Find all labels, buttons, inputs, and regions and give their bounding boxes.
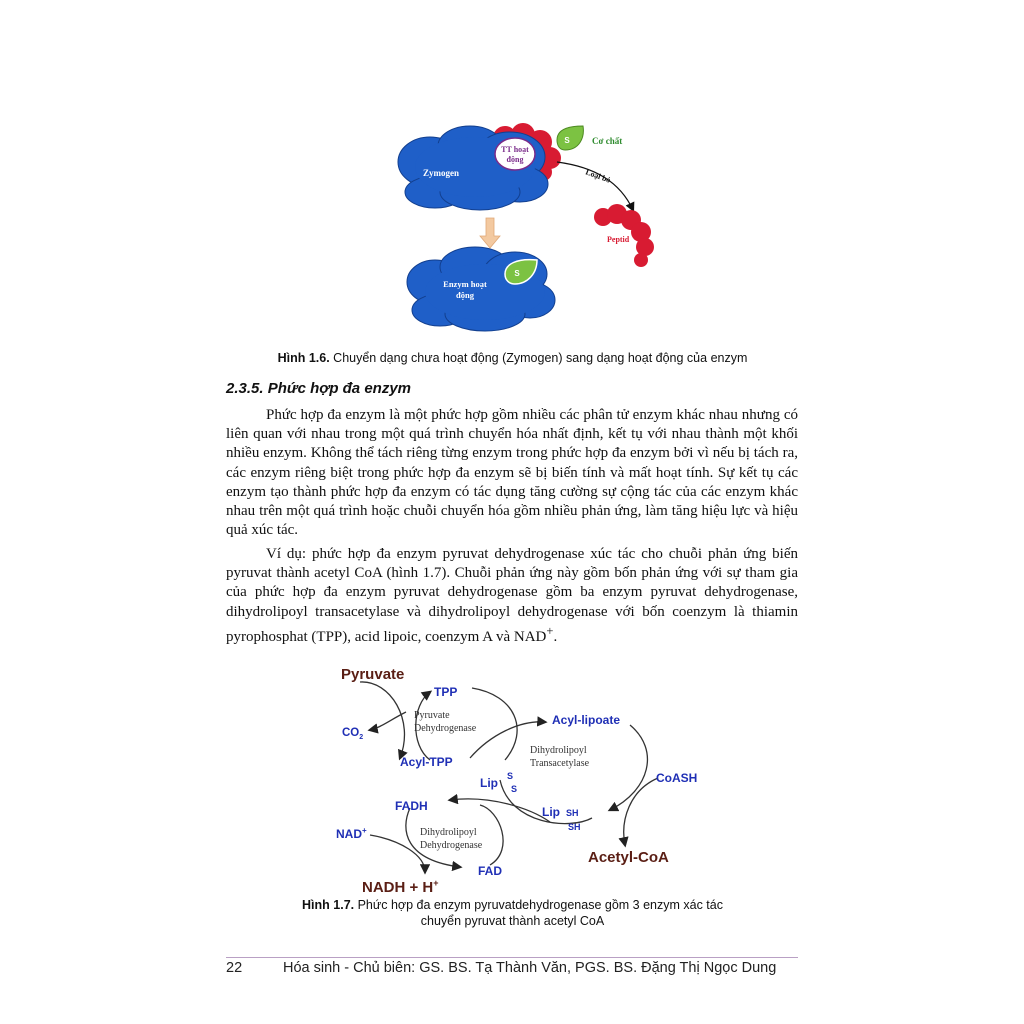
active-site-circle bbox=[495, 138, 535, 170]
caption-text: Chuyển dạng chưa hoạt động (Zymogen) sang dạng hoạt động của enzym bbox=[329, 351, 748, 365]
dld-label: Dihydrolipoyl bbox=[420, 827, 477, 838]
substrate-symbol: S bbox=[564, 136, 570, 145]
bound-substrate-symbol: S bbox=[514, 269, 520, 278]
zymogen-label: Zymogen bbox=[423, 168, 459, 178]
co2-label: $CO_2$ bbox=[342, 727, 364, 741]
substrate-label: Cơ chất bbox=[592, 136, 623, 146]
pyruvate-arrow bbox=[360, 682, 404, 758]
nad-label: NAD+ bbox=[336, 826, 367, 841]
caption-label: Hình 1.6. bbox=[277, 351, 330, 365]
co2-subscript: 2 bbox=[359, 734, 364, 741]
dlt-label-2: Transacetylase bbox=[530, 758, 590, 769]
nad-superscript: + bbox=[546, 623, 554, 638]
disulfide-s-bottom: S bbox=[511, 784, 518, 794]
figure-1-7 bbox=[330, 660, 720, 896]
page-number: 22 bbox=[226, 960, 243, 976]
nadh-label: NADH + H+ bbox=[362, 878, 439, 896]
coash-arrow bbox=[624, 778, 658, 845]
footer-divider bbox=[226, 957, 798, 958]
active-site-label-2: động bbox=[506, 155, 524, 164]
remove-label: Loại bỏ bbox=[584, 167, 612, 185]
nad-arrow bbox=[370, 835, 425, 872]
pyruvate-label: Pyruvate bbox=[341, 666, 405, 683]
caption-text: Phức hợp đa enzym pyruvatdehydrogenase gồm 3 enzym xác tác bbox=[354, 898, 723, 912]
paragraph-1: Phức hợp đa enzym là một phức hợp gồm nhiều các phân tử enzym khác nhau nhưng có liên quan với nhau trong một quá trình chuyển hóa nhất định, kết tụ với nhau thành một khối nhiều enzym. Không thể tách riêng từng enzym trong phức hợp đa enzym bởi vì nếu bị tách ra, các enzym riêng biệt trong phức hợp đa enzym sẽ bị biến tính và mất hoạt tính. Sự kết tụ các enzym tạo thành phức hợp đa enzym có tác dụng tăng cường sự cộng tác của các enzym khác nhau trên một quá trình hoặc chuỗi chuyển hóa gồm nhiều phản ứng, làm tăng hiệu lực và hiệu quả xúc tác. bbox=[226, 407, 798, 539]
figure-1-6 bbox=[395, 122, 675, 334]
acyl-tpp-label: Acyl-TPP bbox=[400, 755, 453, 769]
paragraph-2-text: Ví dụ: phức hợp đa enzym pyruvat dehydrogenase xúc tác cho chuỗi phản ứng biến pyruvat thành acetyl CoA (hình 1.7). Chuỗi phản ứng này gồm bốn phản ứng với sự tham gia của phức hợp đa enzym pyruvat dehydrogenase gồm ba enzym pyruvat dehydrogenase, dihydrolipoyl transacetylase và dihydrolipoyl dehydrogenase với bốn coenzym là thiamin pyrophosphat (TPP), acid lipoic, coenzym A và NAD bbox=[226, 546, 798, 645]
figure-1-6-caption bbox=[225, 351, 800, 365]
dld-label-2: Dehydrogenase bbox=[420, 840, 483, 851]
section-title: 2.3.5. Phức hợp đa enzym bbox=[226, 380, 412, 397]
sh-top: SH bbox=[566, 808, 579, 818]
fad-label: FAD bbox=[478, 864, 502, 878]
co2-arrow bbox=[370, 712, 406, 730]
pdh-label-2: Dehydrogenase bbox=[414, 723, 477, 734]
active-site-label: TT hoạt bbox=[501, 145, 529, 154]
caption-label: Hình 1.7. bbox=[302, 898, 355, 912]
substrate-leaf-icon bbox=[557, 126, 583, 150]
acyl-lipoate-label: Acyl-lipoate bbox=[552, 713, 621, 727]
acetyl-coa-label: Acetyl-CoA bbox=[588, 849, 669, 866]
paragraph-2-end: . bbox=[553, 628, 558, 645]
dlt-label: Dihydrolipoyl bbox=[530, 745, 587, 756]
nadh-plus: + bbox=[433, 878, 439, 888]
caption-line-2: chuyển pyruvat thành acetyl CoA bbox=[420, 914, 605, 928]
active-enzyme-label: Enzym hoạt bbox=[443, 279, 487, 289]
paragraph-2 bbox=[226, 545, 798, 647]
fad-return-arrow bbox=[480, 805, 503, 865]
footer-text: Hóa sinh - Chủ biên: GS. BS. Tạ Thành Văn, PGS. BS. Đặng Thị Ngọc Dung bbox=[283, 960, 777, 976]
acyl-lipoate-arrow bbox=[610, 725, 647, 810]
down-arrow bbox=[480, 218, 500, 248]
lip-disulfide-label: Lip bbox=[480, 776, 498, 790]
disulfide-s-top: S bbox=[507, 771, 514, 781]
pdh-label: Pyruvate bbox=[414, 710, 450, 721]
tpp-label: TPP bbox=[434, 685, 458, 699]
coash-label: CoASH bbox=[656, 771, 698, 785]
nad-plus: + bbox=[362, 826, 367, 835]
figure-1-7-caption bbox=[240, 897, 785, 929]
sh-bottom: SH bbox=[568, 822, 581, 832]
active-enzyme-label-2: động bbox=[456, 290, 474, 300]
page-footer bbox=[226, 960, 776, 976]
caption-line-1 bbox=[240, 897, 785, 913]
fadh-label: FADH bbox=[395, 799, 428, 813]
peptide-label: Peptid bbox=[607, 235, 630, 244]
lip-sh-label: Lip bbox=[542, 805, 560, 819]
